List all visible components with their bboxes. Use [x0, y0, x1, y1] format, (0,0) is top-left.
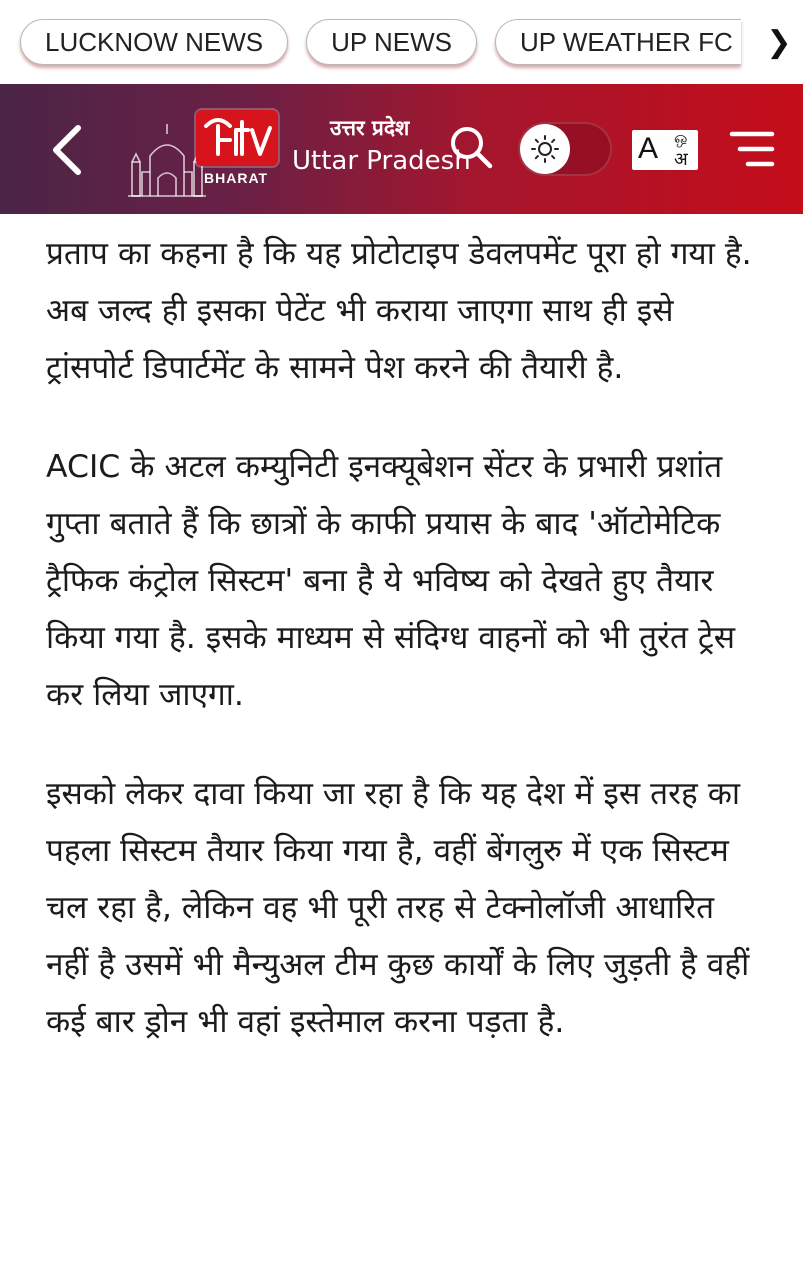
brand-text: BHARAT: [204, 170, 269, 186]
language-icon[interactable]: [632, 130, 698, 170]
language-latin-glyph: A: [638, 132, 659, 165]
search-icon[interactable]: [448, 124, 494, 170]
article-body: [0, 214, 803, 1051]
hamburger-menu-icon[interactable]: [728, 128, 776, 170]
tag-up-news[interactable]: UP NEWS: [306, 19, 477, 65]
back-arrow-icon[interactable]: [44, 120, 92, 180]
tag-up-weather[interactable]: UP WEATHER FC: [495, 19, 741, 65]
state-name-hindi: उत्तर प्रदेश: [330, 116, 410, 140]
tag-lucknow-news[interactable]: LUCKNOW NEWS: [20, 19, 288, 65]
theme-toggle[interactable]: [518, 122, 612, 176]
topic-tag-bar: [0, 0, 803, 84]
site-header: [0, 84, 803, 214]
language-hindi-glyph: अ: [674, 149, 688, 170]
state-name-english: Uttar Pradesh: [292, 146, 471, 176]
sun-icon: [520, 124, 570, 174]
article-paragraph: ACIC के अटल कम्युनिटी इनक्यूबेशन सेंटर के प्रभारी प्रशांत गुप्ता बताते हैं कि छात्रों के काफी प्रयास के बाद 'ऑटोमेटिक ट्रैफिक कंट्रोल सिस्टम' बना है ये भविष्य को देखते हुए तैयार किया गया है. इसके माध्यम से संदिग्ध वाहनों को भी तुरंत ट्रेस कर लिया जाएगा.: [46, 449, 736, 713]
article-paragraph: प्रताप का कहना है कि यह प्रोटोटाइप डेवलपमेंट पूरा हो गया है. अब जल्द ही इसका पेटेंट भी कराया जाएगा साथ ही इसे ट्रांसपोर्ट डिपार्टमेंट के सामने पेश करने की तैयारी है.: [46, 236, 752, 386]
chevron-right-icon[interactable]: ❯: [755, 0, 803, 84]
article-paragraph: इसको लेकर दावा किया जा रहा है कि यह देश में इस तरह का पहला सिस्टम तैयार किया गया है, वहीं बेंगलुरु में एक सिस्टम चल रहा है, लेकिन वह भी पूरी तरह से टेक्नोलॉजी आधारित नहीं है उसमें भी मैन्युअल टीम कुछ कार्यों के लिए जुड़ती है वहीं कई बार ड्रोन भी वहां इस्तेमाल करना पड़ता है.: [46, 776, 750, 1040]
etv-bharat-logo[interactable]: [128, 106, 288, 198]
language-tamil-glyph: ஒ: [674, 128, 688, 147]
taj-mahal-skyline-icon: [128, 116, 206, 198]
etv-logo-mark: [196, 110, 278, 166]
